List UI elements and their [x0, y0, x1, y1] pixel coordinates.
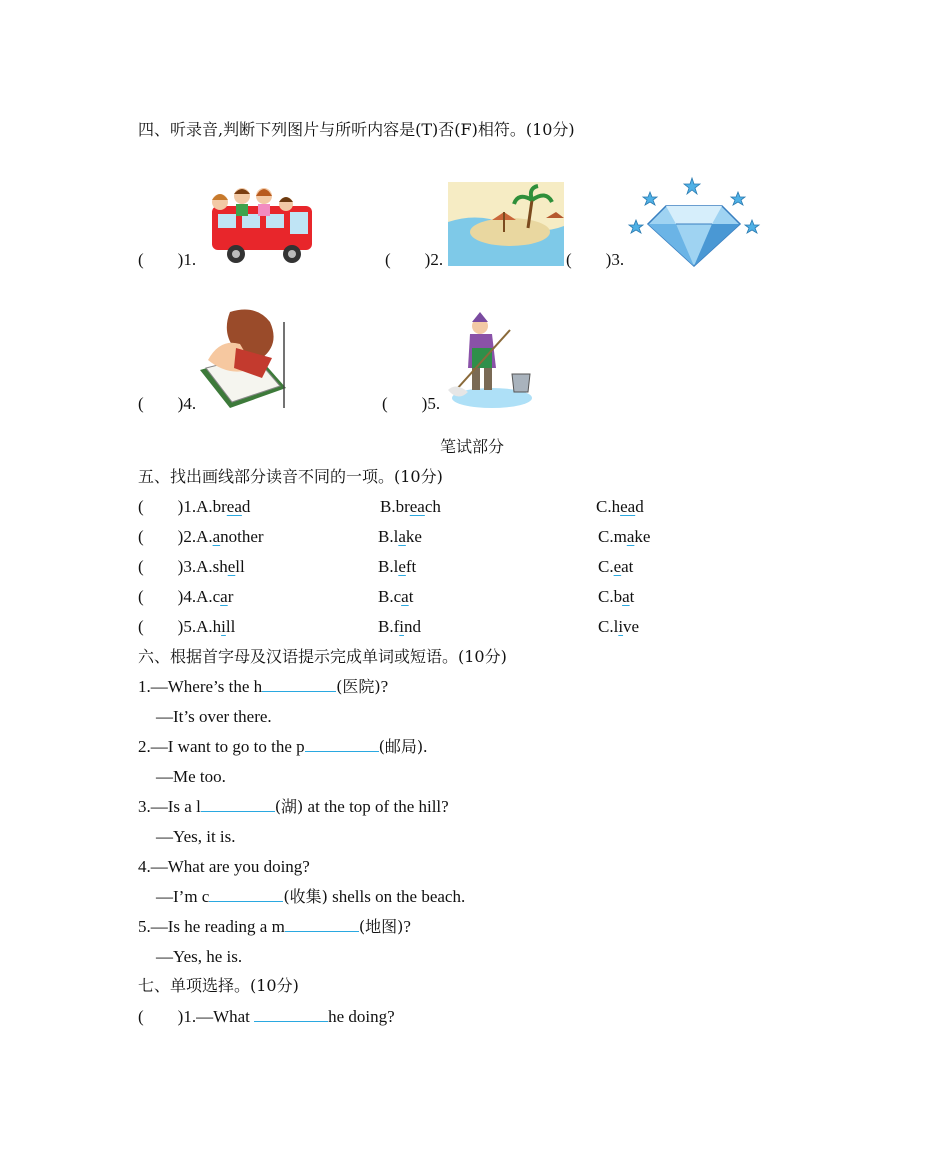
option-a: ( )1.A.bread — [138, 497, 251, 516]
option-b: B.find — [378, 617, 421, 636]
choice-question-1: ( )1.—What he doing? — [138, 1007, 395, 1026]
answer-blank[interactable] — [305, 737, 379, 752]
option-b: B.left — [378, 557, 417, 576]
bus-picture — [198, 184, 318, 266]
section-7-heading: 七、单项选择。(10分) — [138, 976, 299, 995]
answer-line-2: —Me too. — [156, 767, 226, 786]
answer-line-3: —Yes, it is. — [156, 827, 236, 846]
answer-blank[interactable] — [262, 677, 336, 692]
option-b: B.cat — [378, 587, 414, 606]
question-paren-1: ( )1. — [138, 250, 197, 269]
option-c: C.make — [598, 527, 651, 546]
option-a: ( )5.A.hill — [138, 617, 236, 636]
diamond-picture — [626, 176, 764, 268]
option-a: ( )4.A.car — [138, 587, 234, 606]
answer-blank[interactable] — [209, 887, 283, 902]
girl-drawing-picture — [200, 308, 290, 412]
option-c: C.eat — [598, 557, 634, 576]
man-mopping-picture — [446, 312, 538, 412]
option-b: B.breach — [380, 497, 441, 516]
section-4-heading: 四、听录音,判断下列图片与所听内容是(T)否(F)相符。(10分) — [138, 120, 575, 139]
fill-question-2: 2.—I want to go to the p (邮局). — [138, 737, 428, 756]
beach-picture — [448, 182, 564, 266]
question-paren-5: ( )5. — [382, 394, 441, 413]
answer-blank[interactable] — [285, 917, 359, 932]
written-part-title: 笔试部分 — [440, 437, 505, 456]
option-c: C.head — [596, 497, 644, 516]
answer-blank[interactable] — [254, 1007, 328, 1022]
option-c: C.bat — [598, 587, 635, 606]
answer-line-4: —I’m c (收集) shells on the beach. — [156, 887, 466, 906]
option-a: ( )3.A.shell — [138, 557, 245, 576]
option-b: B.lake — [378, 527, 422, 546]
answer-blank[interactable] — [201, 797, 275, 812]
fill-question-4: 4.—What are you doing? — [138, 857, 310, 876]
option-c: C.live — [598, 617, 640, 636]
section-5-heading: 五、找出画线部分读音不同的一项。(10分) — [138, 467, 443, 486]
fill-question-1: 1.—Where’s the h (医院)? — [138, 677, 389, 696]
fill-question-3: 3.—Is a l (湖) at the top of the hill? — [138, 797, 449, 816]
question-paren-4: ( )4. — [138, 394, 197, 413]
question-paren-2: ( )2. — [385, 250, 444, 269]
answer-line-1: —It’s over there. — [156, 707, 272, 726]
option-a: ( )2.A.another — [138, 527, 264, 546]
question-paren-3: ( )3. — [566, 250, 625, 269]
section-6-heading: 六、根据首字母及汉语提示完成单词或短语。(10分) — [138, 647, 507, 666]
fill-question-5: 5.—Is he reading a m (地图)? — [138, 917, 411, 936]
answer-line-5: —Yes, he is. — [156, 947, 243, 966]
